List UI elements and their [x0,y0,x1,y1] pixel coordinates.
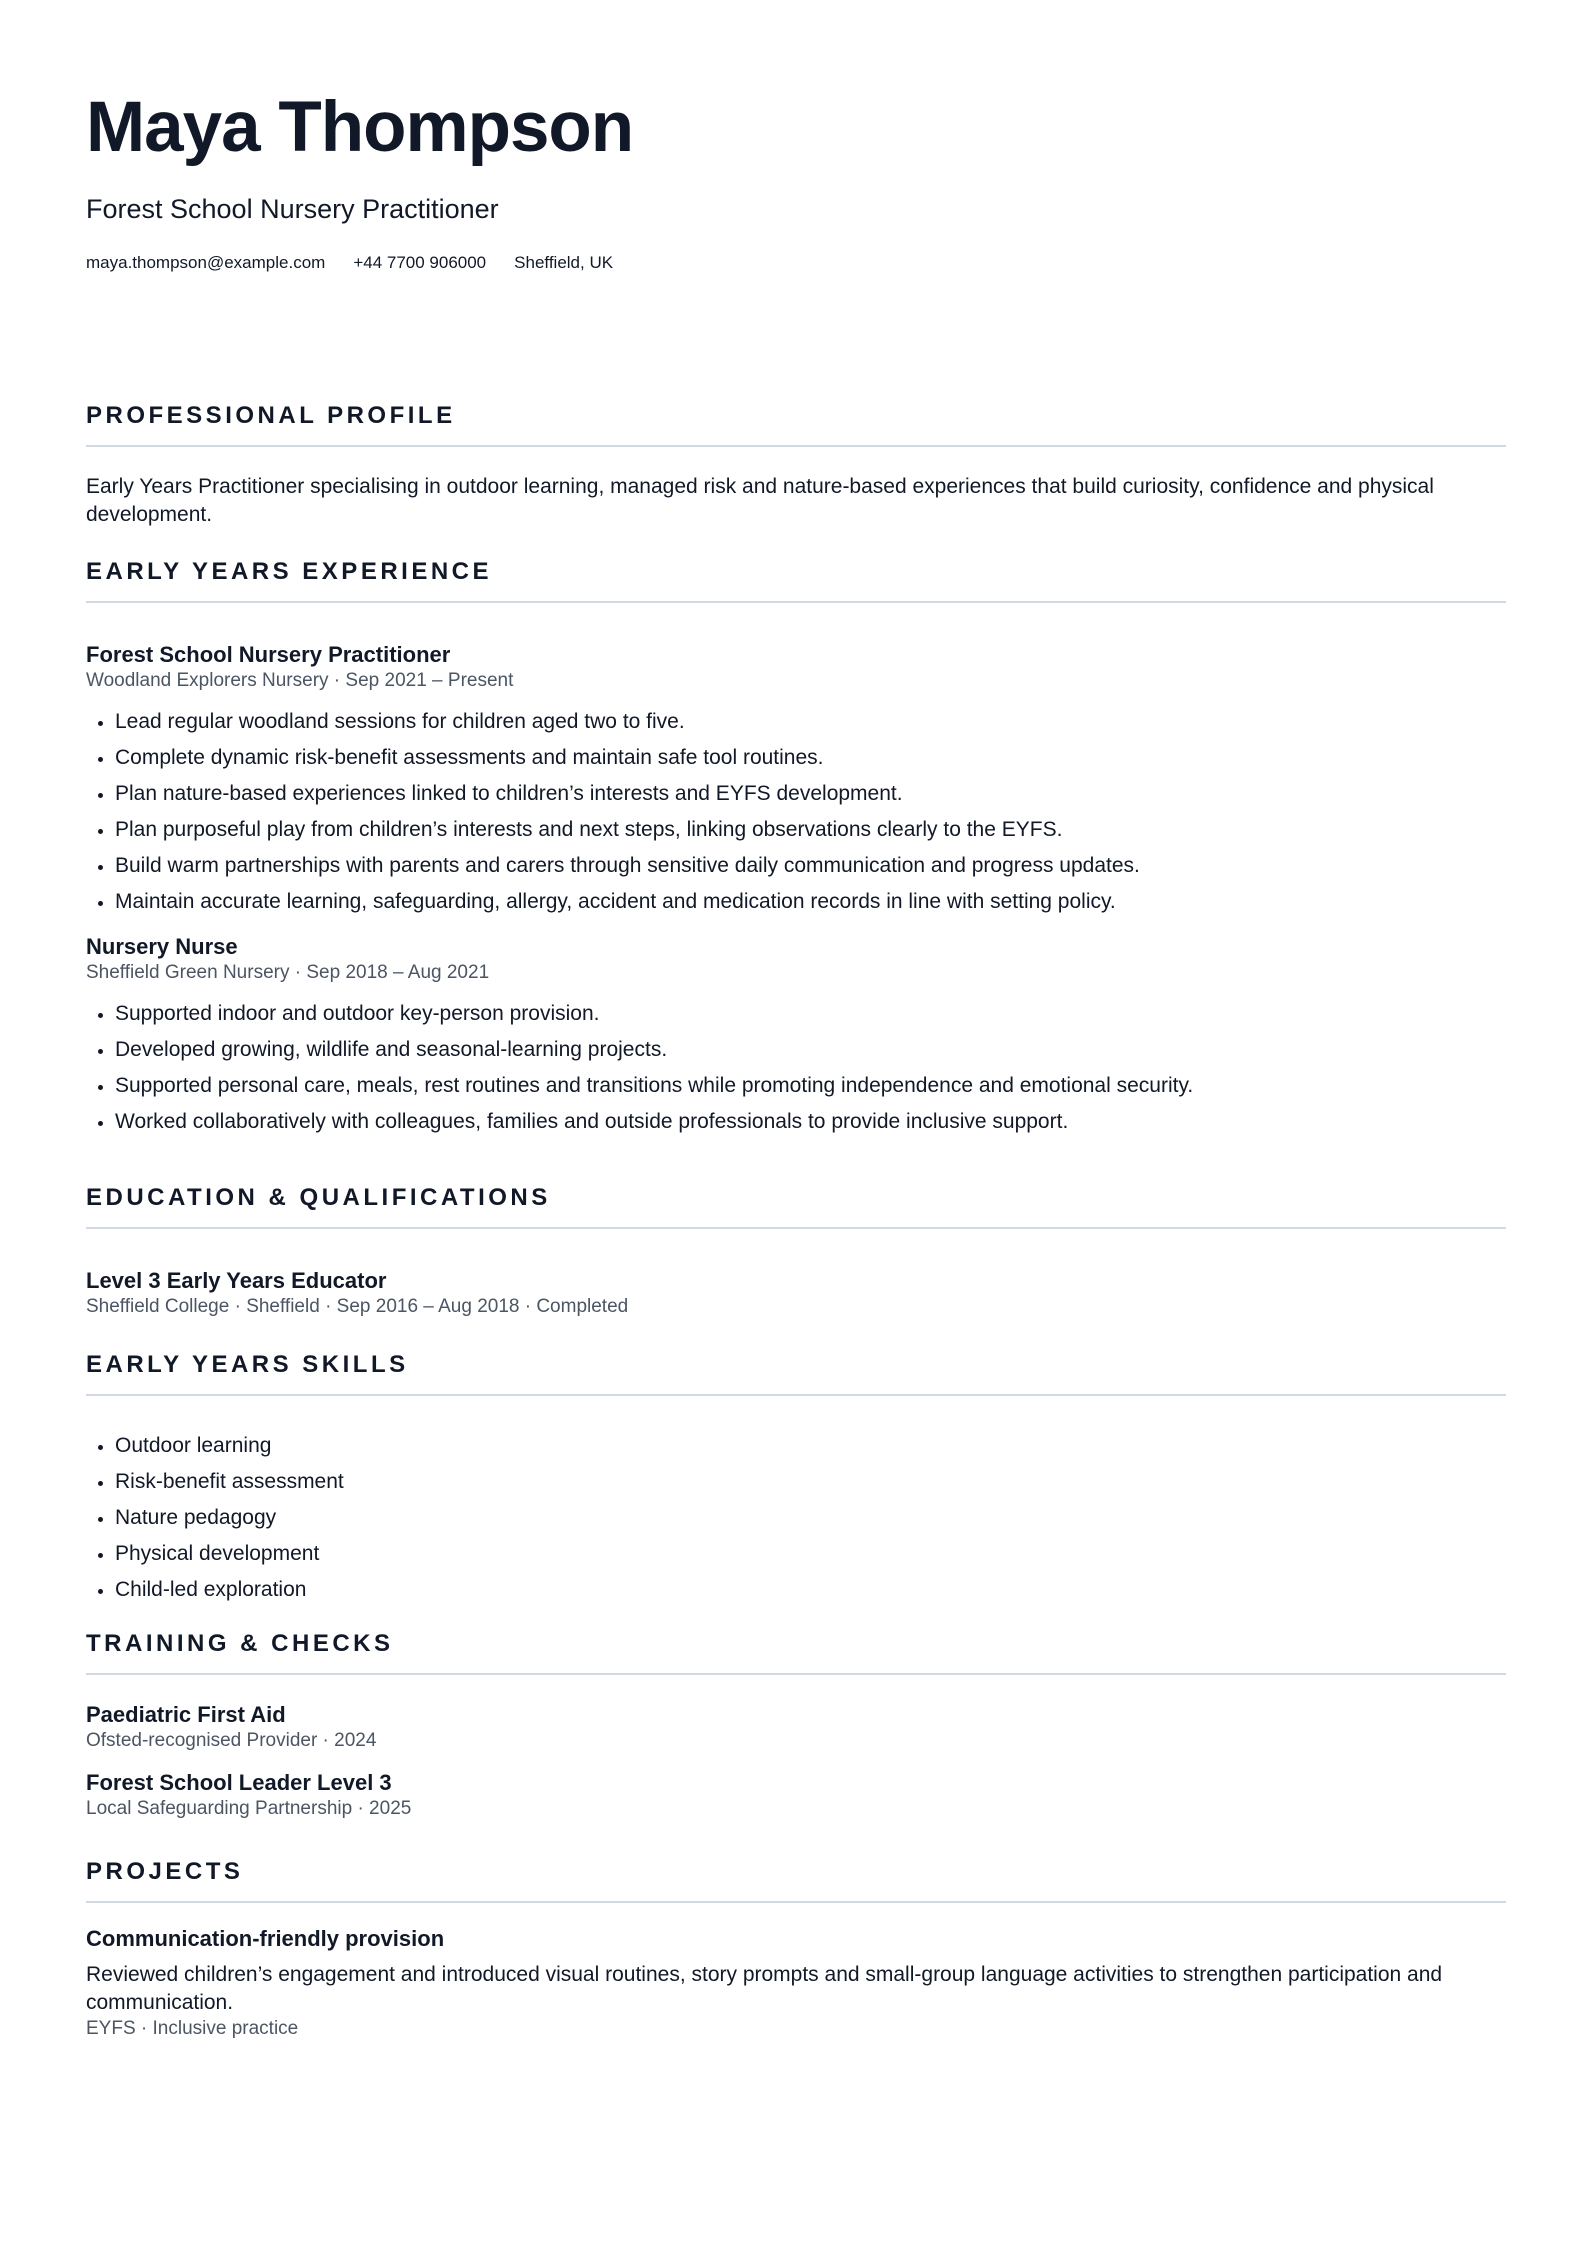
candidate-name: Maya Thompson [86,88,634,167]
training-title: Paediatric First Aid [86,1702,286,1727]
skills-list [86,1428,1506,1608]
list-item: • Nature pedagogy [115,1500,1506,1536]
projects-section [86,1860,1506,2041]
section-heading: EDUCATION & QUALIFICATIONS [86,1184,551,1211]
section-heading: PROJECTS [86,1858,244,1885]
contact-email[interactable]: maya.thompson@example.com [86,253,326,273]
skills-section [86,1353,1506,1608]
candidate-title: Forest School Nursery Practitioner [86,194,499,224]
qualification-title: Level 3 Early Years Educator [86,1268,387,1293]
list-item: • Developed growing, wildlife and seasonal-learning projects. [115,1032,1506,1068]
project-text: Reviewed children’s engagement and introduced visual routines, story prompts and small-group language activities to strengthen participation and communication. [86,1963,1443,2014]
list-item: • Child-led exploration [115,1572,1506,1608]
training-meta: Ofsted-recognised Provider · 2024 [86,1730,377,1751]
list-item: • Build warm partnerships with parents and carers through sensitive daily communication and progress updates. [115,848,1506,884]
education-section [86,1186,1506,1319]
list-item: • Supported personal care, meals, rest routines and transitions while promoting independence and emotional security. [115,1068,1506,1104]
section-divider [86,1394,1506,1396]
list-item: • Complete dynamic risk-benefit assessments and maintain safe tool routines. [115,740,1506,776]
section-divider [86,445,1506,447]
contact-phone[interactable]: +44 7700 906000 [353,253,487,273]
training-entry [86,1769,1506,1821]
list-item: • Physical development [115,1536,1506,1572]
list-item: • Outdoor learning [115,1428,1506,1464]
resume-header [86,88,1506,273]
education-entry [86,1267,1506,1319]
section-heading: EARLY YEARS SKILLS [86,1351,409,1378]
section-divider [86,601,1506,603]
profile-text: Early Years Practitioner specialising in outdoor learning, managed risk and nature-based experiences that build curiosity, confidence and physical development. [86,475,1434,526]
job-bullets [86,996,1506,1140]
contact-location: Sheffield, UK [514,253,614,273]
job-entry [86,933,1506,1140]
section-divider [86,1227,1506,1229]
project-meta: EYFS · Inclusive practice [86,2018,299,2039]
job-title: Forest School Nursery Practitioner [86,642,451,667]
training-title: Forest School Leader Level 3 [86,1770,392,1795]
project-entry [86,1925,1506,2041]
section-heading: TRAINING & CHECKS [86,1630,394,1657]
section-heading: PROFESSIONAL PROFILE [86,402,456,429]
training-entry [86,1701,1506,1753]
project-title: Communication-friendly provision [86,1926,445,1951]
qualification-meta: Sheffield College · Sheffield · Sep 2016 – Aug 2018 · Completed [86,1296,629,1317]
training-meta: Local Safeguarding Partnership · 2025 [86,1798,412,1819]
section-divider [86,1901,1506,1903]
section-heading: EARLY YEARS EXPERIENCE [86,558,493,585]
list-item: • Supported indoor and outdoor key-person provision. [115,996,1506,1032]
profile-section [86,404,1506,529]
list-item: • Maintain accurate learning, safeguarding, allergy, accident and medication records in line with setting policy. [115,884,1506,920]
list-item: • Plan nature-based experiences linked to children’s interests and EYFS development. [115,776,1506,812]
list-item: • Lead regular woodland sessions for children aged two to five. [115,704,1506,740]
list-item: • Worked collaboratively with colleagues, families and outside professionals to provide inclusive support. [115,1104,1506,1140]
experience-section [86,560,1506,1140]
job-bullets [86,704,1506,920]
job-title: Nursery Nurse [86,934,238,959]
contact-line [86,253,1506,273]
job-entry [86,641,1506,920]
training-section [86,1632,1506,1821]
list-item: • Risk-benefit assessment [115,1464,1506,1500]
job-meta: Sheffield Green Nursery · Sep 2018 – Aug 2021 [86,962,490,983]
job-meta: Woodland Explorers Nursery · Sep 2021 – Present [86,670,514,691]
list-item: • Plan purposeful play from children’s interests and next steps, linking observations clearly to the EYFS. [115,812,1506,848]
section-divider [86,1673,1506,1675]
